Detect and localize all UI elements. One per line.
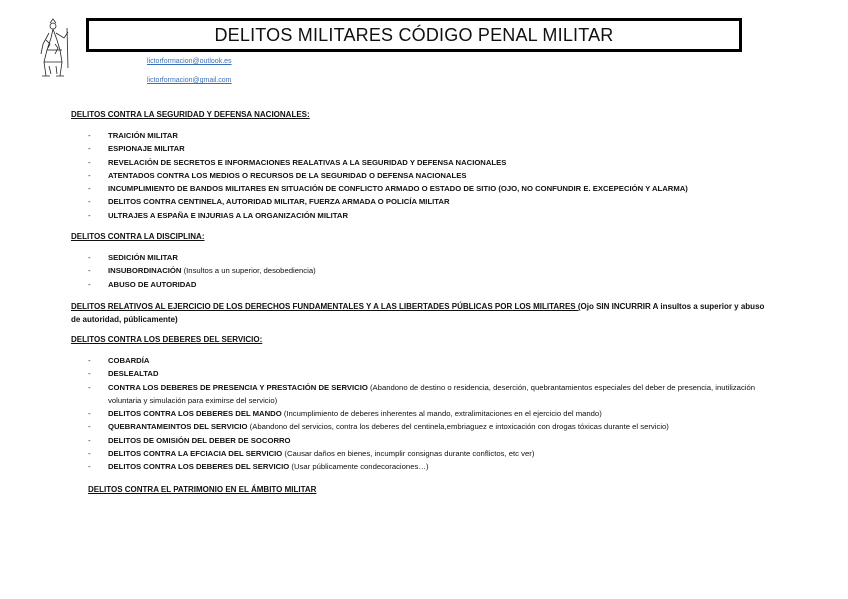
list-item: - DELITOS CONTRA LOS DEBERES DEL MANDO (Incumplimiento de deberes inherentes al mando, extralimitaciones en el ejercicio del mando) [88, 407, 768, 420]
list-item: - DELITOS CONTRA LA EFCIACIA DEL SERVICIO (Causar daños en bienes, incumplir consignas durante conflictos, etc ver) [88, 447, 768, 460]
list-item: - DELITOS DE OMISIÓN DEL DEBER DE SOCORRO [88, 434, 768, 447]
page-title: DELITOS MILITARES CÓDIGO PENAL MILITAR [214, 24, 614, 45]
knight-logo [36, 18, 76, 82]
list-item: - INCUMPLIMIENTO DE BANDOS MILITARES EN SITUACIÓN DE CONFLICTO ARMADO O ESTADO DE SITIO (OJO, NO CONFUNDIR E. EXCEPECIÓN Y ALARMA) [88, 182, 688, 195]
list-item: - ATENTADOS CONTRA LOS MEDIOS O RECURSOS DE LA SEGURIDAD O DEFENSA NACIONALES [88, 169, 688, 182]
list-item: - REVELACIÓN DE SECRETOS E INFORMACIONES REALATIVAS A LA SEGURIDAD Y DEFENSA NACIONALES [88, 156, 688, 169]
list-item: - DELITOS CONTRA CENTINELA, AUTORIDAD MILITAR, FUERZA ARMADA O POLICÍA MILITAR [88, 195, 688, 208]
list-item: - ABUSO DE AUTORIDAD [88, 278, 316, 291]
section-derechos-fundamentales [71, 300, 771, 326]
list-item: - SEDICIÓN MILITAR [88, 251, 316, 264]
list-disciplina [88, 251, 316, 291]
list-item: - DESLEALTAD [88, 367, 768, 380]
title-box [86, 18, 742, 52]
list-item: - DELITOS CONTRA LOS DEBERES DEL SERVICIO (Usar públicamente condecoraciones…) [88, 460, 768, 473]
list-item: - COBARDÍA [88, 354, 768, 367]
list-item: - INSUBORDINACIÓN (Insultos a un superior, desobediencia) [88, 264, 316, 277]
list-item: - TRAICIÓN MILITAR [88, 129, 688, 142]
list-item: - ULTRAJES A ESPAÑA E INJURIAS A LA ORGANIZACIÓN MILITAR [88, 209, 688, 222]
section-heading-derechos: DELITOS RELATIVOS AL EJERCICIO DE LOS DERECHOS FUNDAMENTALES Y A LAS LIBERTADES PÚBLICAS POR LOS MILITARES ( [71, 302, 581, 311]
section-heading-patrimonio: DELITOS CONTRA EL PATRIMONIO EN EL ÁMBITO MILITAR [88, 485, 317, 494]
section-note: Ojo SIN INCURRIR A insultos a superior y abuso de autoridad, públicamente) [71, 302, 765, 324]
list-item: - ESPIONAJE MILITAR [88, 142, 688, 155]
list-deberes [88, 354, 768, 474]
list-item: - QUEBRANTAMEINTOS DEL SERVICIO (Abandono del servicios, contra los deberes del centinela,embriaguez e intoxicación con drogas tóxicas durante el servicio) [88, 420, 768, 433]
section-heading-disciplina: DELITOS CONTRA LA DISCIPLINA: [71, 232, 205, 241]
email-link-gmail[interactable]: lictorformacion@gmail.com [147, 77, 232, 84]
section-heading-deberes: DELITOS CONTRA LOS DEBERES DEL SERVICIO: [71, 335, 263, 344]
email-link-outlook[interactable]: lictorformacion@outlook.es [147, 58, 232, 65]
list-seguridad [88, 129, 688, 222]
list-item: - CONTRA LOS DEBERES DE PRESENCIA Y PRESTACIÓN DE SERVICIO (Abandono de destino o residencia, deserción, quebrantamientos especiales del deber de presencia, inutilización voluntaria y simulación para eximirse del servicio) [88, 381, 768, 408]
section-heading-seguridad: DELITOS CONTRA LA SEGURIDAD Y DEFENSA NACIONALES: [71, 110, 310, 119]
